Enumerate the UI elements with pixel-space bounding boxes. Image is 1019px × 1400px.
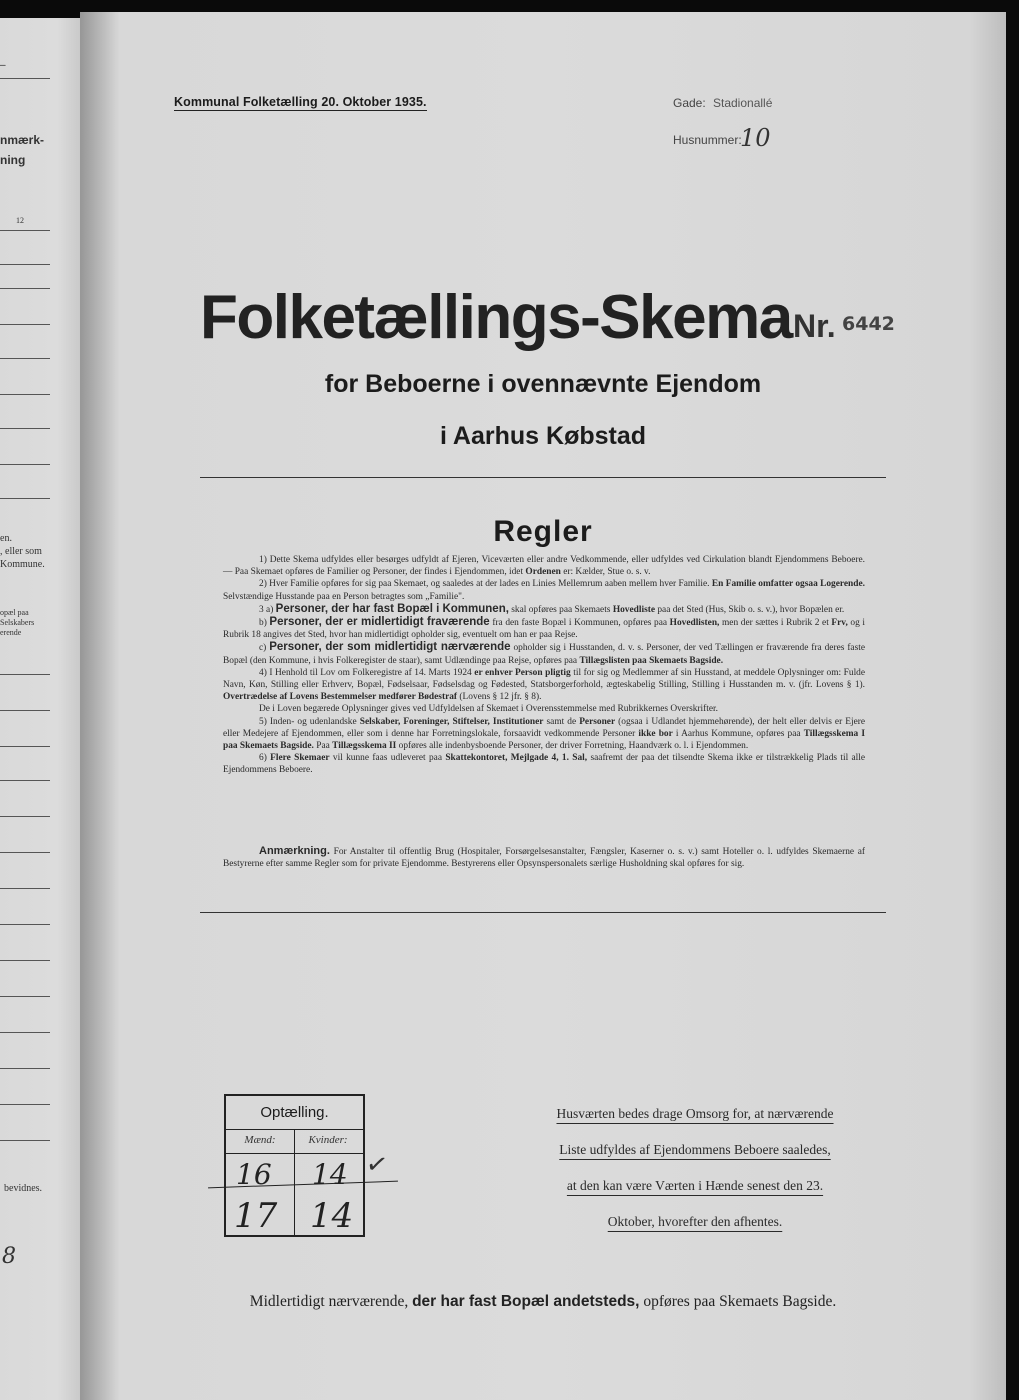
left-page-dash: – — [0, 59, 6, 71]
left-page-rule — [0, 996, 50, 997]
landlord-note-line: Liste udfyldes af Ejendommens Beboere saaledes, — [559, 1142, 831, 1157]
rule-3c: c) Personer, der som midlertidigt nærværende opholder sig i Husstanden, d. v. s. Personer, der ved Tællingen er fraværende fra deres faste Bopæl (den Kommune, i hvis Folkeregister de staar), samt Udlændinge paa Rejse, opføres paa Tillægslisten paa Skemaets Bagside. — [223, 641, 866, 666]
footer-note — [200, 1293, 886, 1311]
left-page-handwritten-mark: 8 — [2, 1244, 16, 1269]
count-box-title: Optælling. — [226, 1096, 363, 1130]
landlord-note-line: Husværten bedes drage Omsorg for, at nærværende — [556, 1106, 834, 1121]
left-page-rule — [0, 230, 50, 231]
rule-4b: De i Loven begærede Oplysninger gives ved Udfyldelsen af Skemaet i Overensstemmelse med Rubrikkernes Overskrifter. — [259, 704, 718, 715]
left-page-rule — [0, 710, 50, 711]
women-column-label: Kvinder: — [308, 1134, 348, 1146]
left-page-rule — [0, 816, 50, 817]
form-subtitle-city: i Aarhus Købstad — [439, 422, 647, 450]
left-page-column-number: 12 — [16, 216, 24, 225]
left-page-rule — [0, 394, 50, 395]
house-number-value: 10 — [740, 124, 771, 152]
left-page-rule — [0, 358, 50, 359]
landlord-note-line: at den kan være Værten i Hænde senest den 23. — [566, 1178, 824, 1193]
street-value: Stadionallé — [713, 96, 773, 110]
left-page-rule — [0, 674, 50, 675]
census-header: Kommunal Folketælling 20. Oktober 1935. — [174, 95, 427, 109]
women-count-original: 14 — [312, 1158, 348, 1191]
divider — [200, 912, 886, 913]
remark-text: For Anstalter til offentlig Brug (Hospitaler, Forsørgelsesanstalter, Fængsler, Kaserner o. s. v.) samt Hoteller o. l. udfyldes Skemaerne af Bestyrerne efter samme Regler som for private Ejendomme. Bestyrerens eller Opsynspersonalets særlige Husholdning skal opføres for sig. — [223, 847, 866, 870]
left-page-rule — [0, 498, 50, 499]
men-column-label: Mænd: — [244, 1134, 276, 1146]
footer-text: opføres paa Skemaets Bagside. — [643, 1293, 837, 1310]
rule-6: 6) Flere Skemaer vil kunne faas udleveret paa Skattekontoret, Mejlgade 4, 1. Sal, saafremt der paa det tilsendte Skema ikke er tilstrækkelig Plads til alle Ejendommens Beboere. — [223, 753, 866, 776]
count-box — [224, 1094, 365, 1237]
rule-3b: b) Personer, der er midlertidigt fraværende fra den faste Bopæl i Kommunen, opføres paa Hovedlisten, men der sættes i Rubrik 2 et Frv, og i Rubrik 18 angives det Sted, hvor han midlertidigt opholder sig, eventuelt om han er paa Rejse. — [223, 616, 866, 641]
landlord-note-line: Oktober, hvorefter den afhentes. — [607, 1214, 783, 1229]
rules-text — [223, 554, 865, 777]
rule-2: 2) Hver Familie opføres for sig paa Skemaet, og saaledes at der lades en Linies Mellemrum aaben mellem hver Familie. En Familie omfatter ogsaa Logerende. Selvstændige Husstande paa en Person betragtes som „Familie". — [223, 579, 865, 602]
left-page-rule — [0, 960, 50, 961]
left-page-fragment: bevidnes. — [4, 1183, 43, 1194]
form-number-value: 6442 — [842, 313, 895, 335]
left-page-annotation-header: nmærk- ning — [0, 133, 45, 167]
left-page-rule — [0, 746, 50, 747]
left-page-fragment: en. , eller som Kommune. — [0, 533, 45, 570]
rule-1: 1) Dette Skema udfyldes eller besørges udfyldt af Ejeren, Viceværten eller andre Vedkommende, eller udfyldes ved Cirkulation blandt Ejendommens Beboere. — Paa Skemaet opføres de Familier og Personer, der findes i Ejendommen, idet Ordenen er: Kælder, Stue o. s. v. — [223, 555, 865, 578]
men-count-corrected: 17 — [234, 1196, 278, 1236]
check-mark-icon: ✓ — [363, 1148, 391, 1182]
left-page-rule — [0, 852, 50, 853]
left-page-rule — [0, 428, 50, 429]
landlord-note — [527, 1096, 863, 1240]
left-page-rule — [0, 1140, 50, 1141]
rule-4: 4) I Henhold til Lov om Folkeregistre af 14. Marts 1924 er enhver Person pligtig til for sig og Medlemmer af sin Husstand, at meddele Oplysninger om: Fulde Navn, Køn, Stilling eller Erhverv, Bopæl, Fødselsaar, Fødselsdag og Fødested, Statsborgerforhold, ægteskabelig Stilling, Stilling i Husstanden m. v. (jfr. Lovens § 1). Overtrædelse af Lovens Bestemmelser medfører Bødestraf (Lovens § 12 jfr. § 8). — [223, 667, 866, 703]
left-page-rule — [0, 78, 50, 79]
rules-heading: Regler — [493, 515, 593, 548]
left-neighbour-page — [0, 18, 82, 1400]
remark-label: Anmærkning. — [259, 845, 330, 857]
street-label: Gade: — [673, 96, 706, 110]
count-box-divider — [294, 1130, 295, 1235]
page-binding-shadow — [80, 12, 120, 1400]
footer-bold-text: der har fast Bopæl andetsteds, — [412, 1293, 640, 1310]
remark-note — [223, 845, 865, 870]
left-page-rule — [0, 888, 50, 889]
left-page-rule — [0, 264, 50, 265]
left-page-rule — [0, 324, 50, 325]
left-page-rule — [0, 1068, 50, 1069]
divider — [200, 477, 886, 478]
form-title: Folketællings-Skema — [200, 283, 792, 352]
footer-text: Midlertidigt nærværende, — [249, 1293, 409, 1310]
rule-3a: 3 a) Personer, der har fast Bopæl i Kommunen, skal opføres paa Skemaets Hovedliste paa det Sted (Hus, Skib o. s. v.), hvor Bopælen er. — [259, 602, 845, 615]
form-number-label: Nr. — [793, 308, 836, 344]
men-count-original: 16 — [236, 1158, 272, 1191]
left-page-fragment: opæl paa Selskabers erende — [0, 608, 35, 637]
left-page-rule — [0, 780, 50, 781]
form-subtitle: for Beboerne i ovennævnte Ejendom — [324, 370, 762, 398]
left-page-rule — [0, 1032, 50, 1033]
left-page-rule — [0, 1104, 50, 1105]
left-page-rule — [0, 924, 50, 925]
left-page-rule — [0, 288, 50, 289]
women-count-corrected: 14 — [310, 1196, 354, 1236]
house-number-label: Husnummer: — [673, 133, 742, 147]
rule-5: 5) Inden- og udenlandske Selskaber, Foreninger, Stiftelser, Institutioner samt de Personer (ogsaa i Udlandet hjemmehørende), der helt eller delvis er Ejere eller Medejere af Ejendommen, eller som i denne har Forretningslokale, forsaavidt vedkommende Personer ikke bor i Aarhus Kommune, opføres paa Tillægsskema I paa Skemaets Bagside. Paa Tillægsskema II opføres alle indenbysboende Personer, der driver Forretning, Haandværk o. l. i Ejendommen. — [223, 716, 866, 752]
left-page-rule — [0, 464, 50, 465]
